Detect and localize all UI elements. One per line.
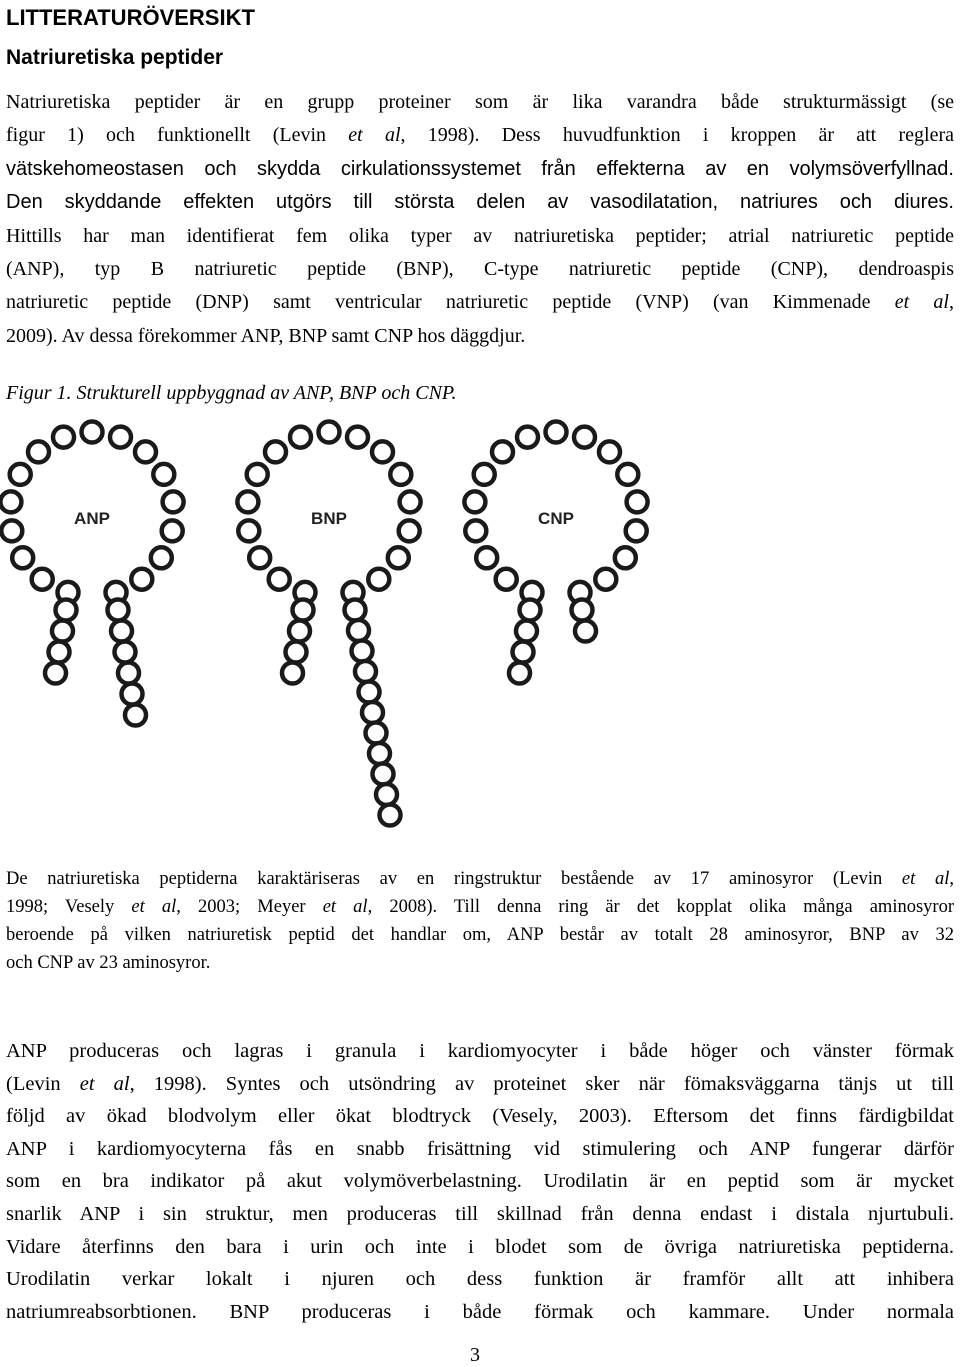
peptide-structure-diagram xyxy=(0,418,960,858)
tail-bead xyxy=(516,621,537,642)
tail-bead xyxy=(56,600,77,621)
tail-bead xyxy=(108,600,129,621)
text-line: följd av ökad blodvolym eller ökat blodtryck (Vesely, 2003). Eftersom det finns färdigbildat xyxy=(6,1105,954,1128)
ring-bead xyxy=(237,491,258,512)
tail-bead xyxy=(366,723,387,744)
text-line: De natriuretiska peptiderna karaktäriseras av en ringstruktur bestående av 17 aminosyror (Levin et al, xyxy=(6,869,954,889)
intro-paragraph xyxy=(6,86,954,353)
figure-caption: Figur 1. Strukturell uppbyggnad av ANP, BNP och CNP. xyxy=(6,382,457,404)
tail-bead xyxy=(376,784,397,805)
tail-bead xyxy=(293,600,314,621)
text-line: Natriuretiska peptider är en grupp proteiner som är lika varandra både strukturmässigt (se xyxy=(6,91,954,113)
ring-bead xyxy=(388,547,409,568)
ring-bead xyxy=(517,427,538,448)
ring-bead xyxy=(82,422,103,443)
text-line: ANP produceras och lagras i granula i kardiomyocyter i både höger och vänster förmak xyxy=(6,1040,954,1062)
ring-bead xyxy=(615,547,636,568)
ring-bead xyxy=(238,520,259,541)
tail-bead xyxy=(52,621,73,642)
tail-bead xyxy=(509,663,530,684)
tail-bead xyxy=(572,600,593,621)
tail-bead xyxy=(125,705,146,726)
text-line: beroende på vilken natriuretisk peptid det handlar om, ANP består av totalt 28 aminosyror, BNP av 32 xyxy=(6,925,954,945)
ring-bead xyxy=(290,427,311,448)
tail-bead xyxy=(513,642,534,663)
text-line: natriumreabsorbtionen. BNP produceras i både förmak och kammare. Under normala xyxy=(6,1300,954,1323)
ring-bead xyxy=(595,569,616,590)
tail-bead xyxy=(575,621,596,642)
ring-bead xyxy=(368,569,389,590)
ring-bead xyxy=(465,520,486,541)
text-line: Urodilatin verkar lokalt i njuren och dess funktion är framför allt att inhibera xyxy=(6,1268,954,1291)
text-line: (Levin et al, 1998). Syntes och utsöndring av proteinet sker när fömaksväggarna tänjs ut till xyxy=(6,1072,954,1095)
subsection-heading: Natriuretiska peptider xyxy=(6,46,224,69)
ring-bead xyxy=(153,464,174,485)
ring-bead xyxy=(1,520,22,541)
tail-bead xyxy=(348,620,369,641)
ring-bead xyxy=(347,427,368,448)
ring-bead xyxy=(249,547,270,568)
ring-bead xyxy=(12,547,33,568)
text-line: ANP i kardiomyocyterna fås en snabb frisättning vid stimulering och ANP fungerar därför xyxy=(6,1137,954,1160)
ring-bead xyxy=(400,491,421,512)
ring-bead xyxy=(28,441,49,462)
cnp-label: CNP xyxy=(538,509,574,528)
ring-bead xyxy=(32,569,53,590)
text-line: snarlik ANP i sin struktur, men produceras till skillnad från denna endast i distala njurtubuli. xyxy=(6,1202,954,1225)
ring-bead xyxy=(546,422,567,443)
ring-bead xyxy=(0,491,21,512)
text-line: och CNP av 23 aminosyror. xyxy=(6,953,211,973)
ring-bead xyxy=(399,520,420,541)
ring-bead xyxy=(626,520,647,541)
ring-bead xyxy=(10,464,31,485)
ring-bead xyxy=(135,441,156,462)
ring-bead xyxy=(617,464,638,485)
ring-bead xyxy=(474,464,495,485)
bnp-label: BNP xyxy=(311,509,347,528)
tail-bead xyxy=(282,663,303,684)
text-line: Hittills har man identifierat fem olika typer av natriuretiska peptider; atrial natriuretic peptide xyxy=(6,224,954,247)
ring-bead xyxy=(247,464,268,485)
text-line: vätskehomeostasen och skydda cirkulationssystemet från effekterna av en volymsöverfyllnad. xyxy=(6,157,954,180)
tail-bead xyxy=(380,805,401,826)
tail-bead xyxy=(369,743,390,764)
text-line: 2009). Av dessa förekommer ANP, BNP samt CNP hos däggdjur. xyxy=(6,324,526,347)
tail-bead xyxy=(111,621,132,642)
ring-bead xyxy=(163,491,184,512)
tail-bead xyxy=(520,600,541,621)
ring-bead xyxy=(265,441,286,462)
ring-bead xyxy=(53,427,74,448)
text-line: figur 1) och funktionellt (Levin et al, 1998). Dess huvudfunktion i kroppen är att reglera xyxy=(6,124,954,147)
ring-bead xyxy=(151,547,172,568)
tail-bead xyxy=(345,600,366,621)
tail-bead xyxy=(355,661,376,682)
tail-bead xyxy=(115,642,136,663)
ring-bead xyxy=(476,547,497,568)
ring-bead xyxy=(110,427,131,448)
ring-bead xyxy=(390,464,411,485)
tail-bead xyxy=(289,621,310,642)
ring-bead xyxy=(599,441,620,462)
section-heading: LITTERATURÖVERSIKT xyxy=(6,5,255,30)
tail-bead xyxy=(352,641,373,662)
ring-bead xyxy=(269,569,290,590)
page-number: 3 xyxy=(470,1344,480,1366)
ring-bead xyxy=(372,441,393,462)
ring-bead xyxy=(496,569,517,590)
peptide-structure-figure xyxy=(0,418,960,858)
tail-bead xyxy=(286,642,307,663)
text-line: (ANP), typ B natriuretic peptide (BNP), C-type natriuretic peptide (CNP), dendroaspis xyxy=(6,257,954,280)
text-line: natriuretic peptide (DNP) samt ventricular natriuretic peptide (VNP) (van Kimmenade et al, xyxy=(6,291,954,314)
tail-bead xyxy=(362,702,383,723)
ring-bead xyxy=(464,491,485,512)
tail-bead xyxy=(118,663,139,684)
text-line: som en bra indikator på akut volymöverbelastning. Urodilatin är en peptid som är mycket xyxy=(6,1170,954,1193)
tail-bead xyxy=(359,682,380,703)
ring-bead xyxy=(131,569,152,590)
ring-bead xyxy=(319,422,340,443)
tail-bead xyxy=(49,642,70,663)
tail-bead xyxy=(122,684,143,705)
ring-bead xyxy=(162,520,183,541)
tail-bead xyxy=(373,764,394,785)
ring-bead xyxy=(492,441,513,462)
text-line: Den skyddande effekten utgörs till största delen av vasodilatation, natriures och diures. xyxy=(6,191,954,214)
ring-bead xyxy=(574,427,595,448)
anp-paragraph xyxy=(6,1035,954,1328)
anp-label: ANP xyxy=(74,509,110,528)
ring-bead xyxy=(627,491,648,512)
text-line: 1998; Vesely et al, 2003; Meyer et al, 2008). Till denna ring är det kopplat olika många aminosyror xyxy=(6,897,954,917)
ring-structure-paragraph xyxy=(6,865,954,977)
tail-bead xyxy=(45,663,66,684)
text-line: Vidare återfinns den bara i urin och inte i blodet som de övriga natriuretiska peptiderna. xyxy=(6,1235,954,1258)
